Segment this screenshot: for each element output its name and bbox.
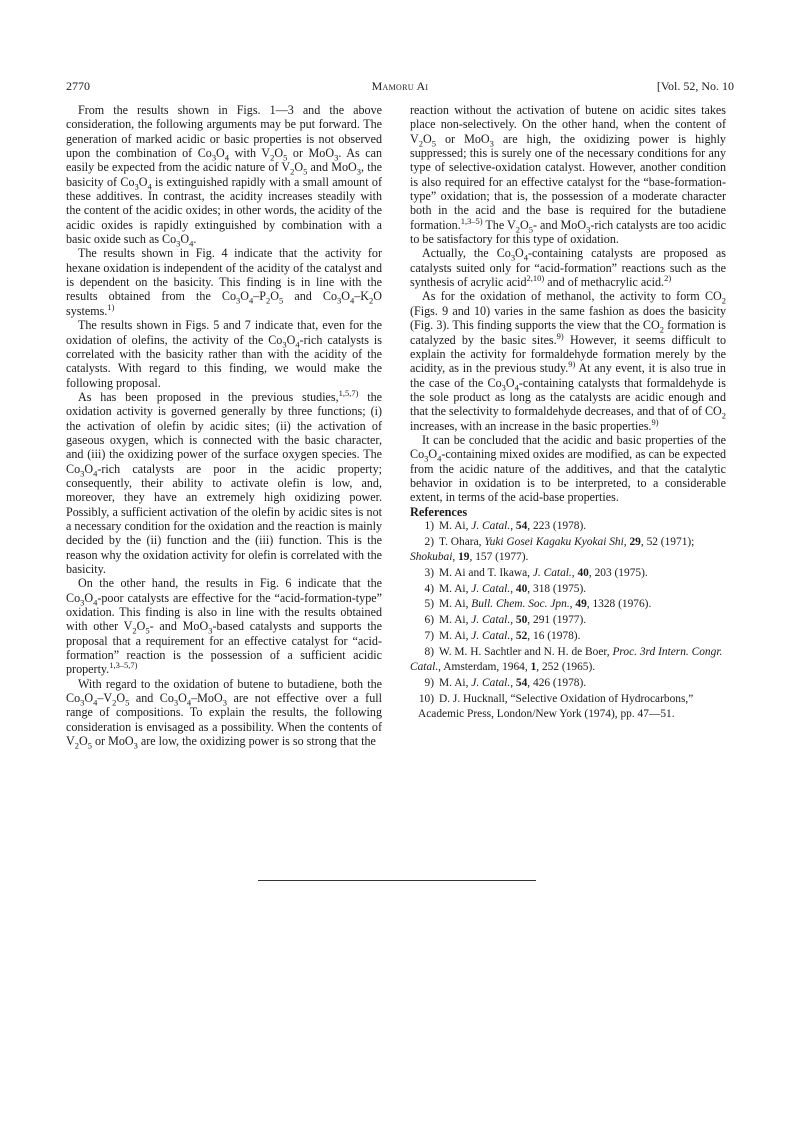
paragraph: It can be concluded that the acidic and basic properties of the $Co_3O_4$-containing mixed oxides are modified, as can be expected from the acidic nature of the additives, and that the catalytic behavior in oxidation is to be interpreted, to a considerable extent, in terms of the acid-base properties. [410, 432, 726, 505]
reference-item: 2) T. Ohara, Yuki Gosei Kagaku Kyokai Shi, 29, 52 (1971); Shokubai, 19, 157 (1977). [410, 535, 695, 564]
running-author: Mamoru Ai [371, 79, 429, 93]
volume-info: [Vol. 52, No. 10 [656, 79, 734, 93]
paragraph: Actually, the $Co_3O_4$-containing catalysts are proposed as catalysts suited only for “acid-formation” reactions such as the synthesis of acrylic acid$^{2,10)}$ and of methacrylic acid.$^{2)}$ [410, 246, 726, 290]
paragraph: The results shown in Fig. 4 indicate that the activity for hexane oxidation is independent of the acidity of the catalyst and is dependent on the basicity. This finding is in line with the results obtained from the $Co_3O_4-P_2O_5$ and $Co_3O_4-K_2O$ systems.$^{1)}$ [66, 246, 382, 318]
reference-item: 1) M. Ai, J. Catal., 54, 223 (1978). [424, 519, 587, 532]
paragraph: reaction without the activation of butene on acidic sites takes place non-selectively. On the other hand, when the content of $V_2O_5$ or MoO$_3$ are high, the oxidizing power is highly suppressed; this is surely one of the necessary conditions for any type of selective-oxidation catalyst. However, another condition is also required for an effective catalyst for the “base-formation-type” oxidation; that is, the possession of a moderate character both in the acid and the base is required for the butadiene formation.$^{1,3-5)}$ The $V_2O_5-$ and MoO$_3$-rich catalysts are too acidic to be satisfactory for this type of oxidation. [410, 103, 726, 247]
paragraph: As for the oxidation of methanol, the activity to form $CO_2$ (Figs. 9 and 10) varies in the same fashion as does the basicity (Fig. 3). This finding supports the view that the $CO_2$ formation is catalyzed by the basic sites.$^{9)}$ However, it seems difficult to explain the activity for formaldehyde formation merely by the acidity, as in the previous study.$^{9)}$ At any event, it is also true in the case of the $Co_3O_4$-containing catalysts that formaldehyde is the sole product as long as the catalysts are acidic enough and that the selectivity to formaldehyde decreases, and that of of $CO_2$ increases, with an increase in the basic properties.$^{9)}$ [410, 289, 726, 433]
reference-item: 4) M. Ai, J. Catal., 40, 318 (1975). [424, 582, 587, 595]
reference-item: 3) M. Ai and T. Ikawa, J. Catal., 40, 203 (1975). [424, 567, 648, 580]
reference-item: 10) D. J. Hucknall, “Selective Oxidation of Hydrocarbons,” Academic Press, London/New York (1974), pp. 47—51. [418, 692, 694, 721]
paragraph: The results shown in Figs. 5 and 7 indicate that, even for the oxidation of olefins, the activity of the $Co_3O_4$-rich catalysts is correlated with the basicity rather than with the acidity of the catalysts. With regard to this finding, we would make the following proposal. [66, 318, 382, 390]
reference-item: 6) M. Ai, J. Catal., 50, 291 (1977). [424, 614, 587, 627]
paragraph: With regard to the oxidation of butene to butadiene, both the $Co_3O_4-V_2O_5$ and $Co_3O_4-MoO_3$ are not effective over a full range of compositions. To explain the results, the following consideration is envisaged as a possibility. When the contents of $V_2O_5$ or MoO$_3$ are low, the oxidizing power is so strong that the [66, 676, 382, 751]
reference-item: 9) M. Ai, J. Catal., 54, 426 (1978). [424, 677, 587, 689]
running-header [66, 79, 734, 95]
reference-item: 8) W. M. H. Sachtler and N. H. de Boer, Proc. 3rd Intern. Congr. Catal., Amsterdam, 1964, 1, 252 (1965). [410, 645, 723, 674]
paragraph: On the other hand, the results in Fig. 6 indicate that the $Co_3O_4$-poor catalysts are effective for the “acid-formation-type” oxidation. This finding is also in line with the results obtained with other $V_2O_5-$ and MoO$_3$-based catalysts and supports the proposal that a requirement for an effective catalyst for “acid-formation” reaction is the possession of a sufficient acidic property.$^{1,3-5,7)}$ [66, 576, 382, 677]
divider [258, 880, 536, 881]
right-column [410, 103, 726, 723]
paragraph: As has been proposed in the previous studies,$^{1,5,7)}$ the oxidation activity is governed generally by three functions; (i) the activation of olefin by acidic sites; (ii) the activation of gaseous oxygen, which is connected with the basic character, and (iii) the oxidizing power of the surface oxygen species. The $Co_3O_4$-rich catalysts are poor in the acidic property; consequently, their ability to activate olefin is low, and, moreover, they have an extremely high oxidizing power. Possibly, a sufficient activation of the olefin by acidic sites is not a necessary condition for the oxidation and the reaction is mainly decided by the (ii) function and the (iii) function. This is the reason why the oxidation activity for olefin is correlated with the basicity. [66, 387, 383, 576]
reference-item: 7) M. Ai, J. Catal., 52, 16 (1978). [424, 629, 581, 642]
reference-item: 5) M. Ai, Bull. Chem. Soc. Jpn., 49, 1328 (1976). [424, 598, 652, 611]
paragraph: From the results shown in Figs. 1—3 and the above consideration, the following arguments may be put forward. The generation of marked acidic or basic properties is not observed upon the combination of $Co_3O_4$ with $V_2O_5$ or MoO$_3$. As can easily be expected from the acidic nature of $V_2O_5$ and MoO$_3$, the basicity of $Co_3O_4$ is extinguished rapidly with a small amount of these additives. In contrast, the acidity increases steadily with the content of the acidic oxides; in other words, the acidity of the acidic oxides is rapidly extinguished by combination with a basic oxide such as $Co_3O_4$. [66, 103, 383, 249]
page-number: 2770 [66, 79, 90, 93]
references-heading: References [410, 504, 468, 519]
left-column [66, 103, 383, 751]
reference-list [410, 519, 726, 723]
